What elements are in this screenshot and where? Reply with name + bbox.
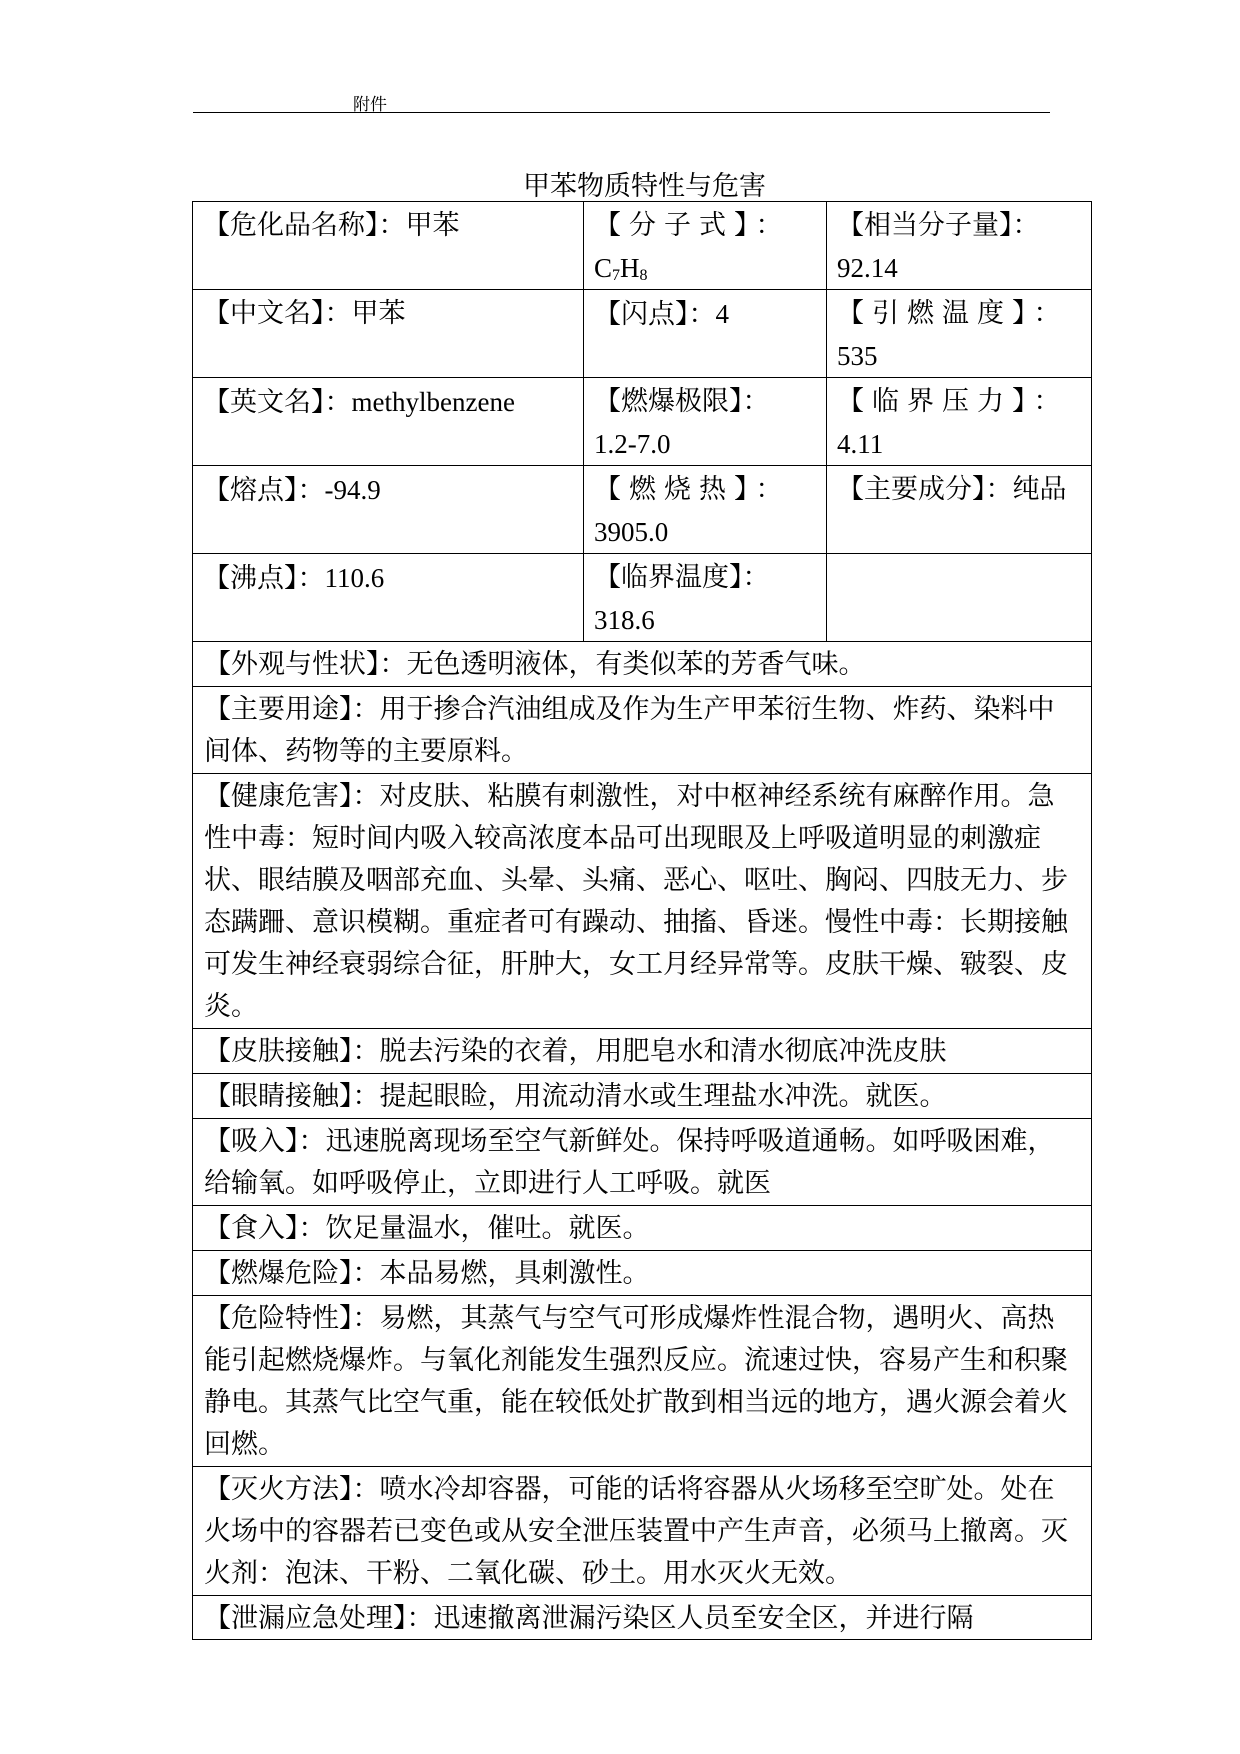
section-ingestion xyxy=(193,1206,1092,1251)
section-appearance xyxy=(193,642,1092,687)
table-row xyxy=(193,290,1092,378)
section-firefighting xyxy=(193,1467,1092,1596)
prop-cell-molecular-weight: 【相当分子量】： 92.14 xyxy=(827,202,1092,289)
section-skin-contact xyxy=(193,1029,1092,1074)
prop-cell-name: 【危化品名称】：甲苯 xyxy=(193,202,584,289)
prop-cell-ignition-temp: 【引燃温度】： 535 xyxy=(827,290,1092,377)
section-text: 【眼睛接触】：提起眼睑，用流动清水或生理盐水冲洗。就医。 xyxy=(193,1074,1092,1118)
prop-cell-english-name: 【英文名】：methylbenzene xyxy=(193,378,584,465)
section-text: 【皮肤接触】：脱去污染的衣着，用肥皂水和清水彻底冲洗皮肤 xyxy=(193,1029,1092,1073)
prop-cell-chinese-name: 【中文名】：甲苯 xyxy=(193,290,584,377)
section-text: 【燃爆危险】：本品易燃，具刺激性。 xyxy=(193,1251,1092,1295)
table-row xyxy=(193,554,1092,642)
prop-cell-combustion-heat: 【燃烧热】： 3905.0 xyxy=(584,466,827,553)
section-eye-contact xyxy=(193,1074,1092,1119)
header-rule xyxy=(193,112,1050,113)
section-main-uses xyxy=(193,687,1092,774)
section-text: 【吸入】：迅速脱离现场至空气新鲜处。保持呼吸道通畅。如呼吸困难，给输氧。如呼吸停止，立即进行人工呼吸。就医 xyxy=(193,1119,1092,1205)
table-row xyxy=(193,202,1092,290)
section-text: 【食入】：饮足量温水，催吐。就医。 xyxy=(193,1206,1092,1250)
prop-cell-critical-temp: 【临界温度】： 318.6 xyxy=(584,554,827,641)
prop-cell-flash-point: 【闪点】：4 xyxy=(584,290,827,377)
section-text: 【危险特性】：易燃，其蒸气与空气可形成爆炸性混合物，遇明火、高热能引起燃烧爆炸。与氧化剂能发生强烈反应。流速过快，容易产生和积聚静电。其蒸气比空气重，能在较低处扩散到相当远的地方，遇火源会着火回燃。 xyxy=(193,1296,1092,1466)
section-inhalation xyxy=(193,1119,1092,1206)
prop-cell-main-component: 【主要成分】：纯品 xyxy=(827,466,1092,553)
section-text: 【泄漏应急处理】：迅速撤离泄漏污染区人员至安全区，并进行隔 xyxy=(193,1596,1092,1639)
prop-cell-boiling-point: 【沸点】：110.6 xyxy=(193,554,584,641)
section-text: 【主要用途】：用于掺合汽油组成及作为生产甲苯衍生物、炸药、染料中间体、药物等的主要原料。 xyxy=(193,687,1092,773)
section-leak-response xyxy=(193,1596,1092,1640)
section-text: 【灭火方法】：喷水冷却容器，可能的话将容器从火场移至空旷处。处在火场中的容器若已变色或从安全泄压装置中产生声音，必须马上撤离。灭火剂：泡沫、干粉、二氧化碳、砂土。用水灭火无效。 xyxy=(193,1467,1092,1595)
section-text: 【外观与性状】：无色透明液体，有类似苯的芳香气味。 xyxy=(193,642,1092,686)
prop-cell-formula: 【分子式】： C7H8 xyxy=(584,202,827,289)
prop-cell-empty xyxy=(827,554,1092,641)
section-fire-explosion-hazard xyxy=(193,1251,1092,1296)
header-label: 附件 xyxy=(353,95,387,115)
section-text: 【健康危害】：对皮肤、粘膜有刺激性，对中枢神经系统有麻醉作用。急性中毒：短时间内吸入较高浓度本品可出现眼及上呼吸道明显的刺激症状、眼结膜及咽部充血、头晕、头痛、恶心、呕吐、胸闷、四肢无力、步态蹒跚、意识模糊。重症者可有躁动、抽搐、昏迷。慢性中毒：长期接触可发生神经衰弱综合征，肝肿大，女工月经异常等。皮肤干燥、皲裂、皮炎。 xyxy=(193,774,1092,1028)
prop-cell-critical-pressure: 【临界压力】： 4.11 xyxy=(827,378,1092,465)
prop-cell-melting-point: 【熔点】：-94.9 xyxy=(193,466,584,553)
properties-table xyxy=(192,201,1092,1640)
table-row xyxy=(193,466,1092,554)
section-hazard-characteristics xyxy=(193,1296,1092,1467)
section-health-hazards xyxy=(193,774,1092,1029)
table-row xyxy=(193,378,1092,466)
prop-cell-explosion-limit: 【燃爆极限】： 1.2-7.0 xyxy=(584,378,827,465)
